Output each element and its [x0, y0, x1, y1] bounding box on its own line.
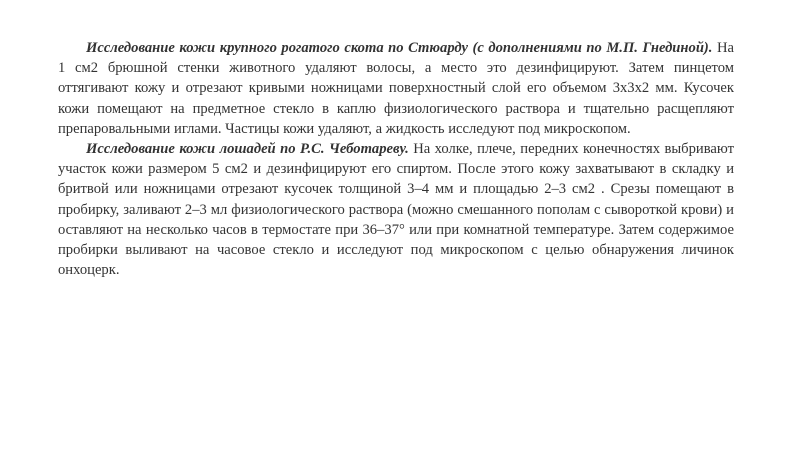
paragraph-text: На 1 см2 брюшной стенки животного удаляют волосы, а место это дезинфицируют. Затем пинцетом оттягивают кожу и отрезают кривыми ножницами поверхностный слой его объемом 3х3х2 мм. Кусочек кожи помещают на предметное стекло в каплю физиологического раствора и тщательно расщепляют препаровальными иглами. Частицы кожи удаляют, а жидкость исследуют под микроскопом.: [58, 40, 734, 137]
paragraph-text: На холке, плече, передних конечностях выбривают участок кожи размером 5 см2 и дезинфицируют его спиртом. После этого кожу захватывают в складку и бритвой или ножницами отрезают кусочек толщиной 3–4 мм и площадью 2–3 см2 . Срезы помещают в пробирку, заливают 2–3 мл физиологического раствора (можно смешанного пополам с сывороткой крови) и оставляют на несколько часов в термостате при 36–37° или при комнатной температуре. Затем содержимое пробирки выливают на часовое стекло и исследуют под микроскопом с целью обнаружения личинок онхоцерк.: [58, 141, 734, 279]
document-body: [58, 38, 734, 280]
paragraph-cattle-skin: [58, 38, 734, 139]
paragraph-heading: Исследование кожи лошадей по Р.С. Чеботареву.: [86, 141, 409, 158]
paragraph-horse-skin: [58, 139, 734, 280]
paragraph-heading: Исследование кожи крупного рогатого скота по Стюарду (с дополнениями по М.П. Гнединой).: [86, 40, 713, 56]
